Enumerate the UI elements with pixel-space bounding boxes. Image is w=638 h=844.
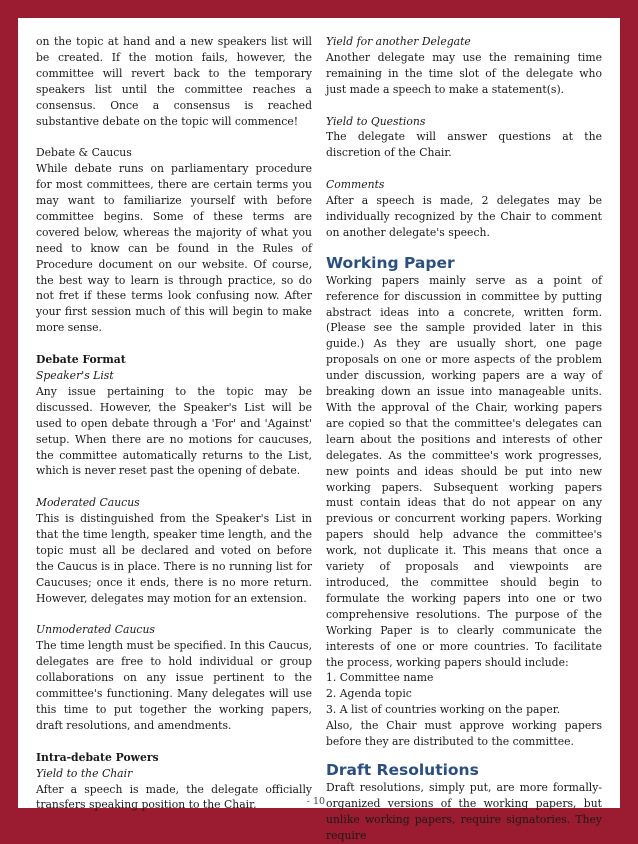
right-column [326, 34, 602, 844]
debate-caucus-heading: Debate & Caucus [36, 146, 132, 160]
yield-chair-heading: Yield to the Chair [36, 766, 133, 780]
intra-debate-heading: Intra-debate Powers [36, 750, 159, 764]
yield-delegate-paragraph: Another delegate may use the remaining time remaining in the time slot of the delegate who just made a speech to make a statement(s). [326, 50, 602, 96]
yield-delegate-heading: Yield for another Delegate [326, 35, 471, 48]
page-number: - 10 - [306, 796, 332, 807]
unmoderated-caucus-heading: Unmoderated Caucus [36, 623, 155, 637]
yield-chair-paragraph: After a speech is made, the delegate officially transfers speaking position to the Chair. [36, 782, 312, 812]
comments-heading: Comments [326, 178, 385, 192]
debate-caucus-paragraph: While debate runs on parliamentary procedure for most committees, there are certain terms you may want to familiarize yourself with before committee begins. Some of these terms are covered below, whereas the majority of what you need to know can be found in the Rules of Procedure document on our website. Of course, the best way to learn is through practice, so do not fret if these terms look confusing now. After your first session much of this will begin to make more sense. [36, 162, 312, 335]
list-item: 1. Committee name [326, 671, 434, 685]
left-column [36, 34, 312, 813]
debate-format-heading: Debate Format [36, 353, 126, 367]
comments-paragraph: After a speech is made, 2 delegates may be individually recognized by the Chair to comment on another delegate's speech. [326, 194, 602, 239]
list-item: 3. A list of countries working on the paper. [326, 703, 561, 717]
working-paper-paragraph: Working papers mainly serve as a point of reference for discussion in committee by putting abstract ideas into a concrete, written form. (Please see the sample provided later in this guide.) As they are usually short, one page proposals on one or more aspects of the problem under discussion, working papers are a way of breaking down an issue into manageable units. With the approval of the Chair, working papers are copied so that the committee's delegates can learn about the positions and interests of other delegates. As the committee's work progresses, new points and ideas should be put into new working papers. Subsequent working papers must contain ideas that do not appear on any previous or concurrent working papers. Working papers should help advance the committee's work, not duplicate it. This means that once a variety of proposals and viewpoints are introduced, the committee should begin to formulate the working papers into one or two comprehensive resolutions. The purpose of the Working Paper is to clearly communicate the interests of one or more countries. To facilitate the process, working papers should include: [326, 273, 602, 669]
yield-questions-paragraph: The delegate will answer questions at the discretion of the Chair. [326, 130, 602, 160]
moderated-caucus-paragraph: This is distinguished from the Speaker's List in that the time length, speaker time length, and the topic must all be declared and voted on before the Caucus is in place. There is no running list for Caucuses; once it ends, there is no more return. However, delegates may motion for an extension. [36, 512, 312, 605]
working-paper-title: Working Paper [326, 253, 455, 272]
list-item: 2. Agenda topic [326, 687, 412, 701]
working-paper-approval: Also, the Chair must approve working papers before they are distributed to the committee. [326, 719, 602, 749]
moderated-caucus-heading: Moderated Caucus [36, 496, 140, 510]
page [18, 18, 620, 842]
speakers-list-paragraph: Any issue pertaining to the topic may be discussed. However, the Speaker's List will be used to open debate through a 'For' and 'Against' setup. When there are no motions for caucuses, the committee automatically returns to the List, which is never reset past the opening of debate. [36, 384, 312, 478]
intro-paragraph: on the topic at hand and a new speakers list will be created. If the motion fails, however, the committee will revert back to the temporary speakers list until the committee reaches a consensus. Once a consensus is reached substantive debate on the topic will commence! [36, 35, 312, 128]
draft-resolutions-paragraph: Draft resolutions, simply put, are more formally-organized versions of the working papers, but unlike working papers, require signatories. They require [326, 780, 602, 842]
yield-questions-heading: Yield to Questions [326, 114, 426, 128]
speakers-list-heading: Speaker's List [36, 369, 114, 382]
draft-resolutions-title: Draft Resolutions [326, 760, 479, 779]
unmoderated-caucus-paragraph: The time length must be specified. In this Caucus, delegates are free to hold individual or group collaborations on any issue pertinent to the committee's functioning. Many delegates will use this time to put together the working papers, draft resolutions, and amendments. [36, 639, 312, 732]
